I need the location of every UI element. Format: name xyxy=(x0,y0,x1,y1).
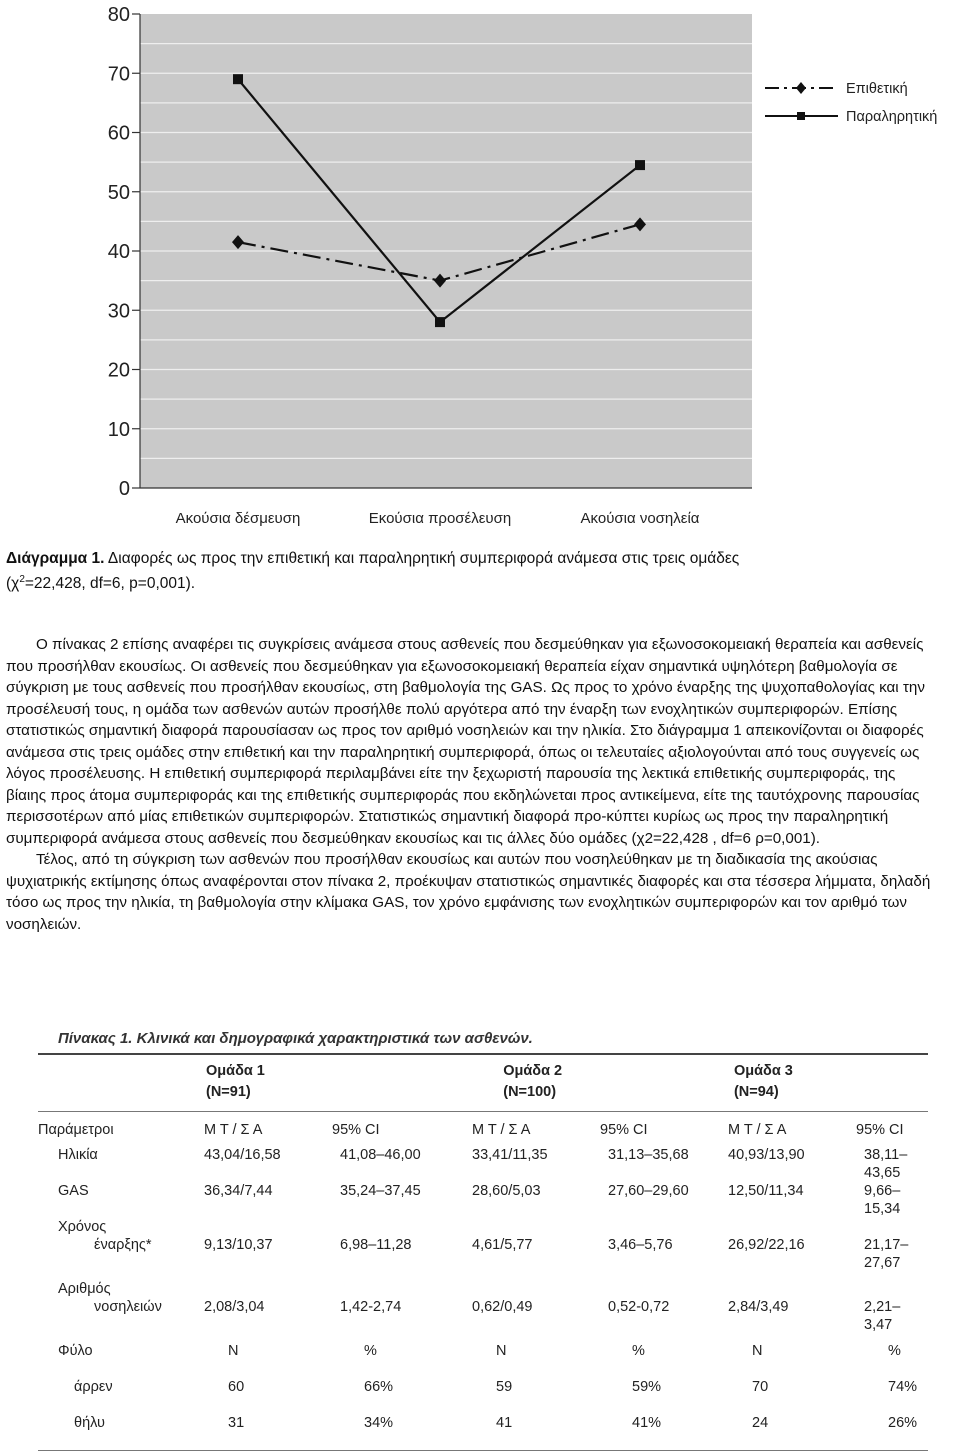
table-row xyxy=(38,1342,928,1378)
col-header-2: 95% CI xyxy=(332,1122,380,1138)
table-cell: 41 xyxy=(496,1415,513,1431)
table-cell: 40,93/13,90 xyxy=(728,1147,805,1163)
table-cell: 59% xyxy=(632,1379,662,1395)
table-1 xyxy=(38,1030,928,1451)
row-label-text-2: νοσηλειών xyxy=(94,1299,162,1315)
table-cell: 4,61/5,77 xyxy=(472,1237,533,1253)
caption-text: Διαφορές ως προς την επιθετική και παραληρητική συμπεριφορά ανάμεσα στις τρεις ομάδες xyxy=(104,550,740,567)
table-cell: 74% xyxy=(888,1379,918,1395)
group-3-name: Ομάδα 3 xyxy=(733,1063,793,1079)
x-tick-label: Εκούσια προσέλευση xyxy=(368,510,512,527)
group-3-n: (N=94) xyxy=(733,1084,779,1100)
group-header-row xyxy=(38,1055,928,1111)
line-chart xyxy=(0,0,960,540)
table-cell: 31,13–35,68 xyxy=(608,1147,689,1163)
row-label-text: θήλυ xyxy=(74,1415,105,1431)
table-cell: 41,08–46,00 xyxy=(340,1147,421,1163)
param-header: Παράμετροι xyxy=(38,1122,114,1138)
legend-label: Παραληρητική xyxy=(846,109,938,125)
row-label-text-2: έναρξης* xyxy=(94,1237,152,1253)
table-cell: 27,60–29,60 xyxy=(608,1183,689,1199)
col-header-4: 95% CI xyxy=(600,1122,648,1138)
row-label xyxy=(38,1342,204,1378)
col-header-3: Μ Τ / Σ Α xyxy=(472,1122,531,1138)
figure-caption xyxy=(6,548,946,594)
table-row xyxy=(38,1146,928,1182)
col-header-5: Μ Τ / Σ Α xyxy=(728,1122,787,1138)
y-tick-label: 10 xyxy=(107,418,130,441)
y-tick-label: 60 xyxy=(107,122,130,145)
row-label-text: Ηλικία xyxy=(58,1147,98,1163)
table-cell: 26% xyxy=(888,1415,918,1431)
table-cell: 60 xyxy=(228,1379,245,1395)
table-cell: 66% xyxy=(364,1379,394,1395)
y-tick-label: 80 xyxy=(107,4,130,26)
y-tick-label: 20 xyxy=(107,359,130,382)
y-tick-label: 50 xyxy=(107,181,130,204)
table-cell: 59 xyxy=(496,1379,513,1395)
table-cell: 0,62/0,49 xyxy=(472,1299,533,1315)
row-label-text: Φύλο xyxy=(58,1343,93,1359)
table-cell: 1,42-2,74 xyxy=(340,1299,402,1315)
caption-label: Διάγραμμα 1. xyxy=(6,550,105,567)
table-row xyxy=(38,1414,928,1450)
series-marker xyxy=(435,317,445,327)
row-label-text: Χρόνος xyxy=(58,1219,107,1235)
table-cell: 2,21–3,47 xyxy=(864,1299,901,1333)
table-cell: 70 xyxy=(752,1379,769,1395)
legend-marker xyxy=(797,112,805,120)
table-cell: 9,13/10,37 xyxy=(204,1237,273,1253)
table-cell: % xyxy=(888,1343,901,1359)
row-label xyxy=(38,1182,204,1218)
table-cell: N xyxy=(752,1343,763,1359)
column-header-row xyxy=(38,1112,928,1146)
table-cell: 6,98–11,28 xyxy=(340,1237,412,1253)
caption-sup: 2 xyxy=(19,574,25,585)
data-table xyxy=(38,1055,928,1111)
table-row xyxy=(38,1218,928,1280)
x-tick-label: Ακούσια νοσηλεία xyxy=(580,510,700,527)
table-cell: 9,66–15,34 xyxy=(864,1183,901,1217)
group-3-header xyxy=(734,1055,928,1111)
table-cell: N xyxy=(496,1343,507,1359)
col-header-1: Μ Τ / Σ Α xyxy=(204,1122,263,1138)
y-tick-label: 0 xyxy=(118,478,130,500)
group-2-n: (N=100) xyxy=(503,1084,557,1100)
row-label-text: άρρεν xyxy=(74,1379,113,1395)
table-cell: 41% xyxy=(632,1415,662,1431)
caption-stat-open: (χ xyxy=(6,575,20,593)
table-row xyxy=(38,1378,928,1414)
row-label-text: GAS xyxy=(58,1183,89,1199)
row-label xyxy=(38,1414,204,1450)
table-cell: 2,08/3,04 xyxy=(204,1299,265,1315)
table-cell: 21,17–27,67 xyxy=(864,1237,909,1271)
table-title: Πίνακας 1. Κλινικά και δημογραφικά χαρακτηριστικά των ασθενών. xyxy=(58,1030,533,1047)
table-cell: 26,92/22,16 xyxy=(728,1237,805,1253)
data-table-body xyxy=(38,1112,928,1450)
y-tick-label: 40 xyxy=(107,241,130,263)
table-cell: 3,46–5,76 xyxy=(608,1237,673,1253)
table-cell: 31 xyxy=(228,1415,245,1431)
table-cell: 2,84/3,49 xyxy=(728,1299,789,1315)
table-cell: 33,41/11,35 xyxy=(472,1147,548,1163)
table-cell: 43,04/16,58 xyxy=(204,1147,281,1163)
y-tick-label: 70 xyxy=(107,63,130,86)
body-text xyxy=(6,634,936,935)
paragraph-1: Ο πίνακας 2 επίσης αναφέρει τις συγκρίσεις ανάμεσα στους ασθενείς που δεσμεύθηκαν για εξωνοσοκομειακή θεραπεία και ασθενείς που προσήλθαν εκουσίως. Οι ασθενείς που δεσμεύθηκαν για εξωνοσοκομειακή θεραπεία είχαν σημαντικά υψηλότερη βαθμολογία σε σύγκριση με τους ασθενείς που προσήλθαν εκουσίως, στη βαθμολογία της GAS. Ως προς το χρόνο έναρξης της ψυχοπαθολογίας και την προσέλευσή τους, η ομάδα των ασθενών αυτών προσήλθε πολύ αργότερα από την έναρξη των ενοχλητικών συμπεριφορών. Επίσης στατιστικώς σημαντική διαφορά παρουσίασαν ως προς τον αριθμό νοσηλειών και την ηλικία. Στο διάγραμμα 1 απεικονίζονται οι διαφορές ανάμεσα στις τρεις ομάδες στην επιθετική και την παραληρητική συμπεριφορά, όπως οι τελευταίες αξιολογούνται από τους συγγενείς ως λόγος προσέλευσης. Η επιθετική συμπεριφορά περιλαμβάνει είτε την ξεχωριστή παρουσία της λεκτικά επιθετικής συμπεριφοράς, της βίαιης προς άτομα συμπεριφοράς και της επιθετικής συμπεριφοράς που εκδηλώνεται προς αντικείμενα, είτε της ταυτόχρονης παρουσίας περισσοτέρων από μίας επιθετικών συμπεριφορών. Στατιστικώς σημαντική διαφορά προ-κύπτει κυρίως ως προς την παραληρητική συμπεριφορά ανάμεσα στους ασθενείς που δεσμεύθηκαν εκουσίως και τις άλλες δύο ομάδες (χ2=22,428 , df=6 ρ=0,001). xyxy=(6,636,925,847)
group-2-header xyxy=(487,1055,734,1111)
row-label-text: Αριθμός xyxy=(58,1281,111,1297)
table-cell: % xyxy=(364,1343,377,1359)
table-cell: 36,34/7,44 xyxy=(204,1183,273,1199)
paragraph-2: Τέλος, από τη σύγκριση των ασθενών που προσήλθαν εκουσίως και αυτών που νοσηλεύθηκαν με τη διαδικασία της ακούσιας ψυχιατρικής εκτίμησης όπως αναφέρονται στον πίνακα 2, προέκυψαν στατιστικώς σημαντικές διαφορές και στα τέσσερα λήμματα, δηλαδή τόσο ως προς την ηλικία, τη βαθμολογία στην κλίμακα GAS, τον χρόνο εμφάνισης των ενοχλητικών συμπεριφορών και τον αριθμό των νοσηλειών. xyxy=(6,851,931,933)
col-header-6: 95% CI xyxy=(856,1122,904,1138)
table-cell: 0,52-0,72 xyxy=(608,1299,670,1315)
row-label xyxy=(38,1146,204,1182)
caption-stat-rest: =22,428, df=6, p=0,001). xyxy=(24,575,196,593)
series-marker xyxy=(233,74,243,84)
row-label xyxy=(38,1378,204,1414)
table-cell: 28,60/5,03 xyxy=(472,1183,541,1199)
table-row xyxy=(38,1280,928,1342)
group-1-n: (N=91) xyxy=(206,1084,251,1100)
table-cell: % xyxy=(632,1343,645,1359)
row-label xyxy=(38,1218,204,1280)
row-label xyxy=(38,1280,204,1342)
x-tick-label: Ακούσια δέσμευση xyxy=(175,510,301,527)
group-1-name: Ομάδα 1 xyxy=(206,1063,265,1079)
group-2-name: Ομάδα 2 xyxy=(503,1063,563,1079)
legend-marker xyxy=(796,82,806,94)
group-1-header xyxy=(168,1055,487,1111)
table-row xyxy=(38,1182,928,1218)
table-cell: 12,50/11,34 xyxy=(728,1183,804,1199)
table-cell: 34% xyxy=(364,1415,394,1431)
table-cell: 38,11–43,65 xyxy=(864,1147,908,1181)
y-tick-label: 30 xyxy=(107,300,130,323)
legend-label: Επιθετική xyxy=(846,81,908,97)
table-cell: N xyxy=(228,1343,239,1359)
table-cell: 35,24–37,45 xyxy=(340,1183,421,1199)
table-cell: 24 xyxy=(752,1415,769,1431)
series-marker xyxy=(635,160,645,170)
